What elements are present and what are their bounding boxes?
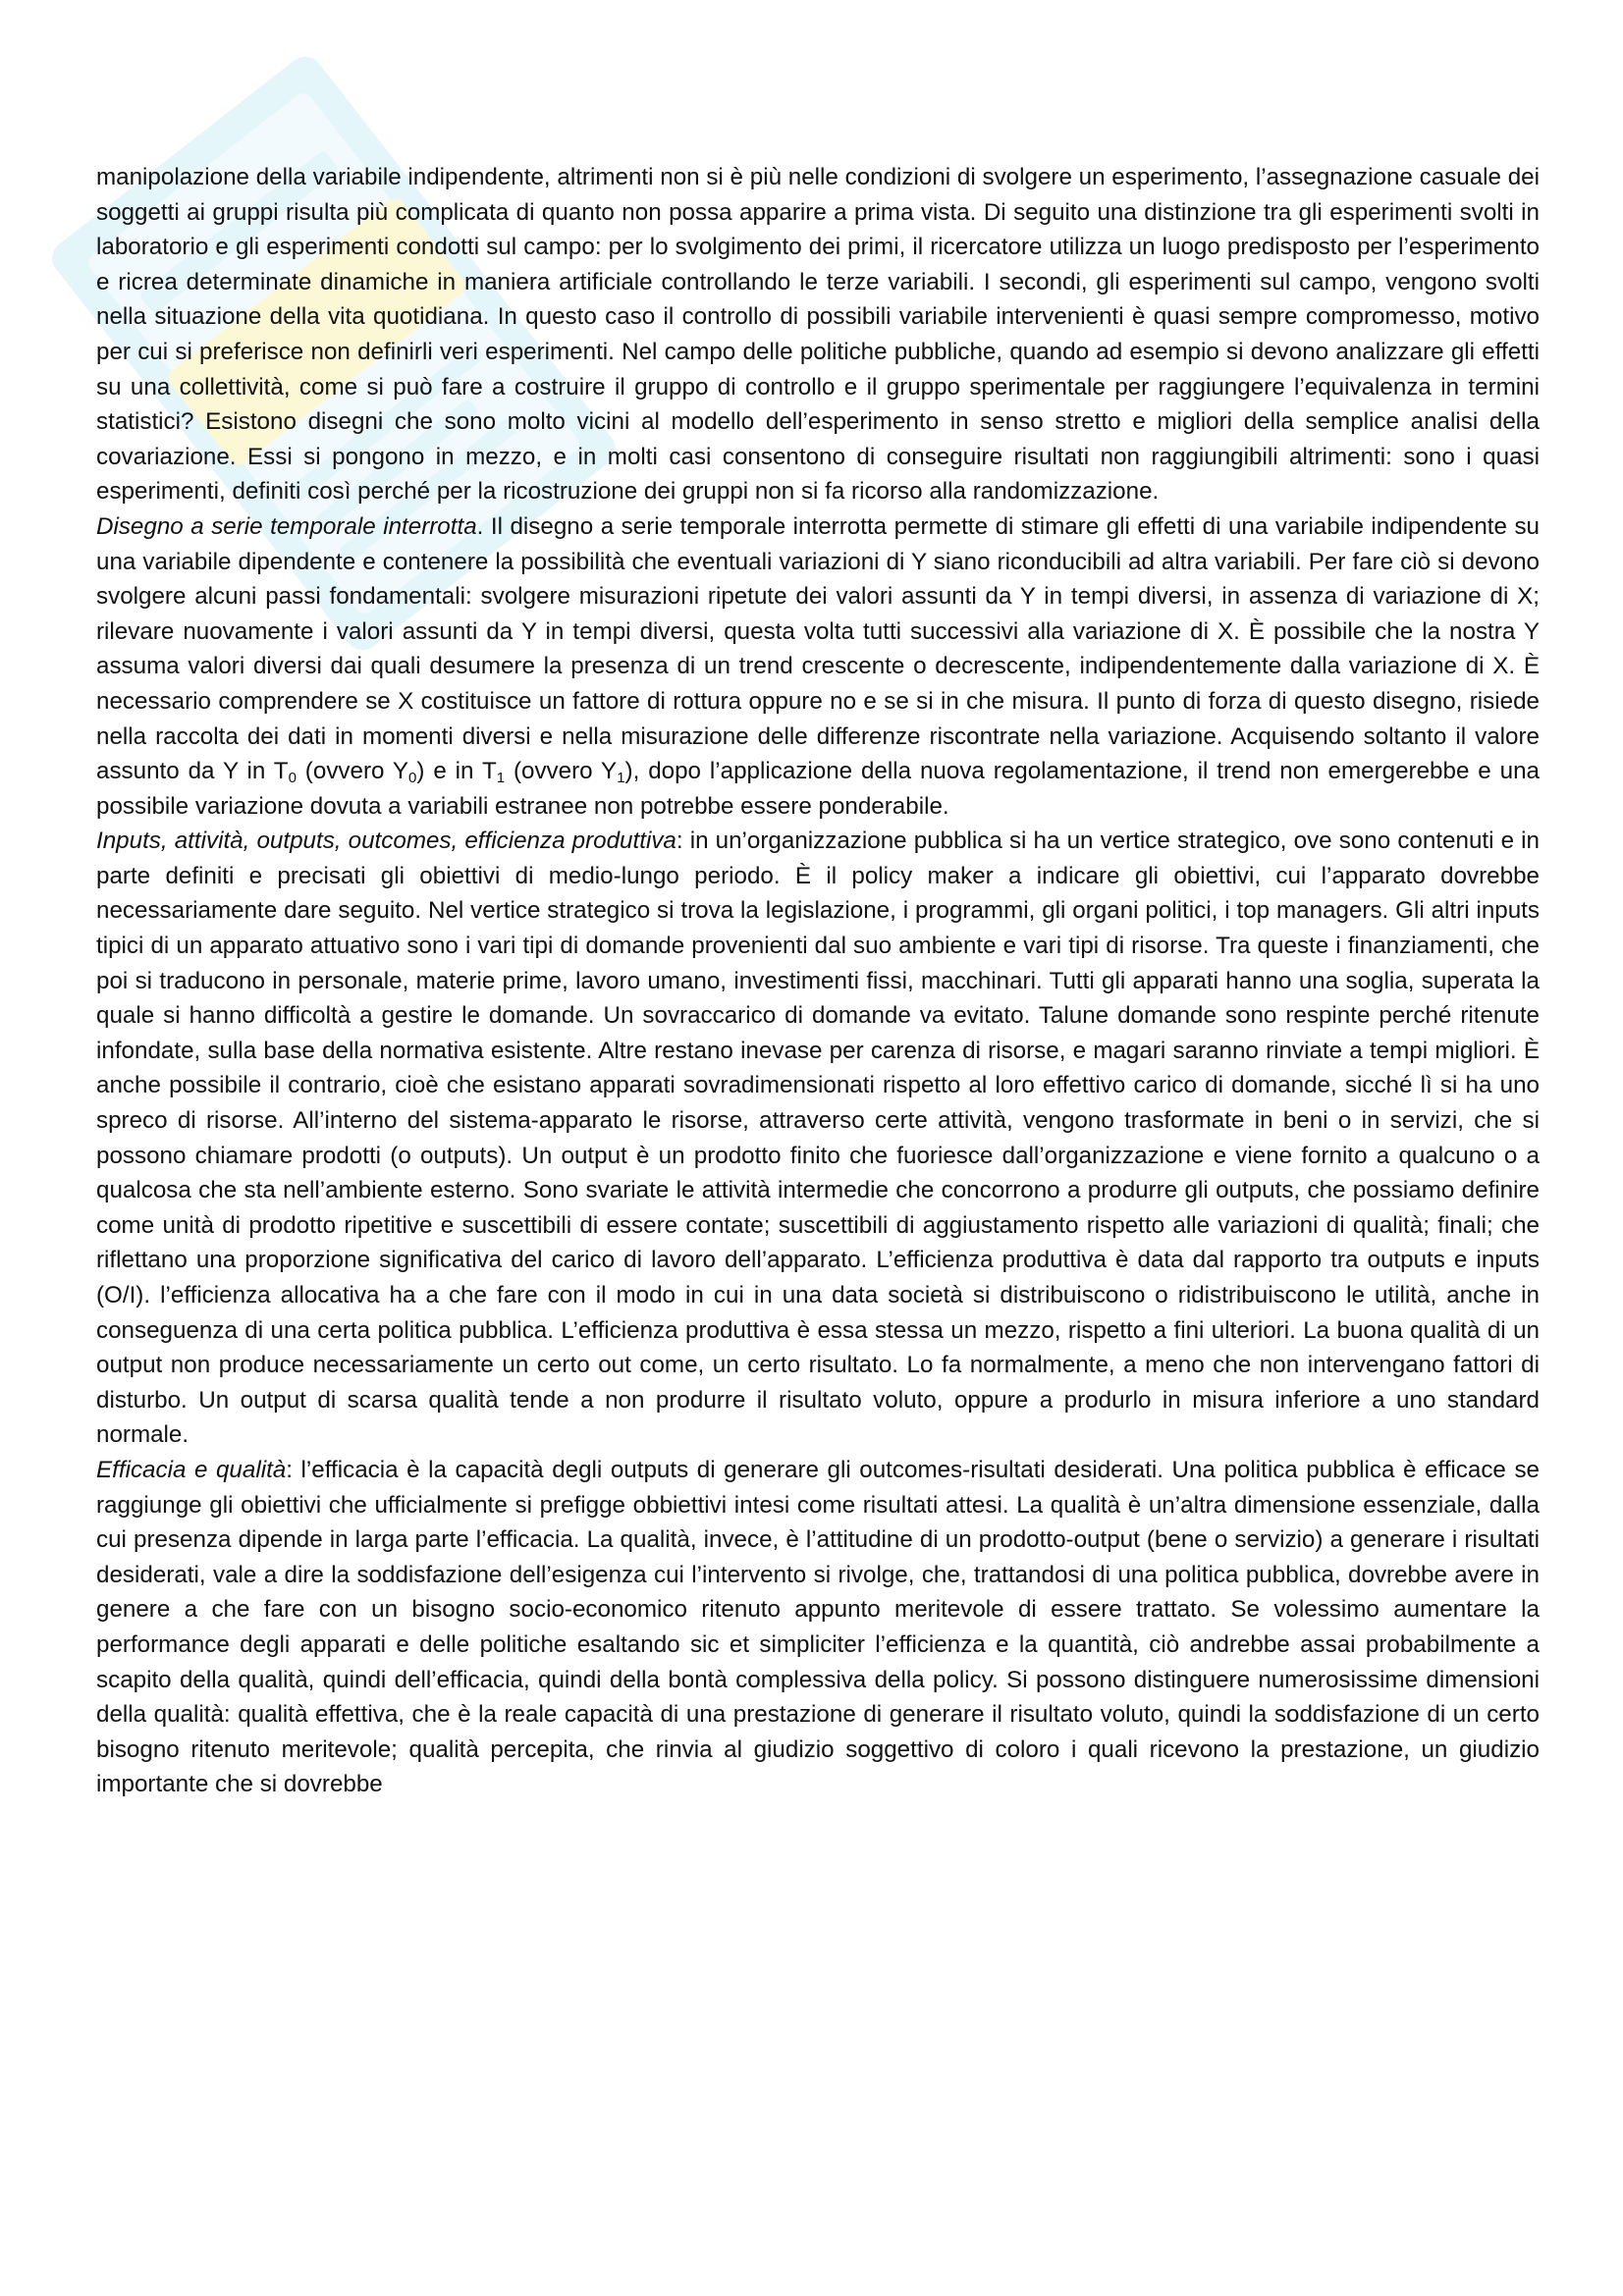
paragraph-text: ) e in T	[416, 758, 497, 785]
subscript: 1	[496, 770, 506, 787]
subscript: 0	[288, 770, 297, 787]
subscript: 1	[617, 770, 625, 787]
section-heading: Efficacia e qualità	[96, 1456, 287, 1483]
document-body	[96, 160, 1540, 1802]
paragraph-text: (ovvero Y	[505, 758, 618, 785]
paragraph-text: manipolazione della variabile indipendente, altrimenti non si è più nelle condizioni di svolgere un esperimento, l’assegnazione casuale dei soggetti ai gruppi risulta più complicata di quanto non possa apparire a prima vista. Di seguito una distinzione tra gli esperimenti svolti in laboratorio e gli esperimenti condotti sul campo: per lo svolgimento dei primi, il ricercatore utilizza un luogo predisposto per l’esperimento e ricrea determinate dinamiche in maniera artificiale controllando le terze variabili. I secondi, gli esperimenti sul campo, vengono svolti nella situazione della vita quotidiana. In questo caso il controllo di possibili variabile intervenienti è quasi sempre compromesso, motivo per cui si preferisce non definirli veri esperimenti. Nel campo delle politiche pubbliche, quando ad esempio si devono analizzare gli effetti su una collettività, come si può fare a costruire il gruppo di controllo e il gruppo sperimentale per raggiungere l’equivalenza in termini statistici? Esistono disegni che sono molto vicini al modello dell’esperimento in senso stretto e migliori della semplice analisi della covariazione. Essi si pongono in mezzo, e in molti casi consentono di conseguire risultati non raggiungibili altrimenti: sono i quasi esperimenti, definiti così perché per la ricostruzione dei gruppi non si fa ricorso alla randomizzazione.	[96, 164, 1540, 506]
section-heading: Inputs, attività, outputs, outcomes, efficienza produttiva	[96, 828, 676, 855]
paragraph-text: : in un’organizzazione pubblica si ha un vertice strategico, ove sono contenuti e in parte definiti e precisati gli obiettivi di medio-lungo periodo. È il policy maker a indicare gli obiettivi, cui l’apparato dovrebbe necessariamente dare seguito. Nel vertice strategico si trova la legislazione, i programmi, gli organi politici, i top managers. Gli altri inputs tipici di un apparato attuativo sono i vari tipi di domande provenienti dal suo ambiente e vari tipi di risorse. Tra queste i finanziamenti, che poi si traducono in personale, materie prime, lavoro umano, investimenti fissi, macchinari. Tutti gli apparati hanno una soglia, superata la quale si hanno difficoltà a gestire le domande. Un sovraccarico di domande va evitato. Talune domande sono respinte perché ritenute infondate, sulla base della normativa esistente. Altre restano inevase per carenza di risorse, e magari saranno rinviate a tempi migliori. È anche possibile il contrario, cioè che esistano apparati sovradimensionati rispetto al loro effettivo carico di domande, sicché lì si ha uno spreco di risorse. All’interno del sistema-apparato le risorse, attraverso certe attività, vengono trasformate in beni o in servizi, che si possono chiamare prodotti (o outputs). Un output è un prodotto finito che fuoriesce dall’organizzazione e viene fornito a qualcuno o a qualcosa che sta nell’ambiente esterno. Sono svariate le attività intermedie che concorrono a produrre gli outputs, che possiamo definire come unità di prodotto ripetitive e suscettibili di essere contate; suscettibili di aggiustamento rispetto alle variazioni di qualità; finali; che riflettano una proporzione significativa del carico di lavoro dell’apparato. L’efficienza produttiva è data dal rapporto tra outputs e inputs (O/I). l’efficienza allocativa ha a che fare con il modo in cui in una data società si distribuiscono o ridistribuiscono le utilità, anche in conseguenza di una certa politica pubblica. L’efficienza produttiva è essa stessa un mezzo, rispetto a fini ulteriori. La buona qualità di un output non produce necessariamente un certo out come, un certo risultato. Lo fa normalmente, a meno che non intervengano fattori di disturbo. Un output di scarsa qualità tende a non produrre il risultato voluto, oppure a produrlo in misura inferiore a uno standard normale.	[96, 828, 1540, 1449]
section-heading: Disegno a serie temporale interrotta	[96, 512, 477, 540]
subscript: 0	[408, 770, 417, 787]
paragraph-text: : l’efficacia è la capacità degli outputs di generare gli outcomes-risultati desiderati. Una politica pubblica è efficace se raggiunge gli obiettivi che ufficialmente si prefigge obbiettivi intesi come risultati attesi. La qualità è un’altra dimensione essenziale, dalla cui presenza dipende in larga parte l’efficacia. La qualità, invece, è l’attitudine di un prodotto-output (bene o servizio) a generare i risultati desiderati, vale a dire la soddisfazione dell’esigenza cui l’intervento si rivolge, che, trattandosi di una politica pubblica, dovrebbe avere in genere a che fare con un bisogno socio-economico ritenuto appunto meritevole di essere trattato. Se volessimo aumentare la performance degli apparati e delle politiche esaltando sic et simpliciter l’efficienza e la quantità, ciò andrebbe assai probabilmente a scapito della qualità, quindi dell’efficacia, quindi della bontà complessiva della policy. Si possono distinguere numerosissime dimensioni della qualità: qualità effettiva, che è la reale capacità di una prestazione di generare il risultato voluto, quindi la soddisfazione di un certo bisogno ritenuto meritevole; qualità percepita, che rinvia al giudizio soggettivo di coloro i quali ricevono la prestazione, un giudizio importante che si dovrebbe	[96, 1456, 1540, 1798]
paragraph	[96, 1453, 1540, 1802]
paragraph-text: ), dopo l’applicazione della nuova regolamentazione, il trend non emergerebbe e una possibile variazione dovuta a variabili estranee non potrebbe essere ponderabile.	[96, 758, 1540, 820]
paragraph	[96, 160, 1540, 509]
paragraph	[96, 824, 1540, 1453]
paragraph-text: (ovvero Y	[296, 758, 409, 785]
paragraph-text: . Il disegno a serie temporale interrotta permette di stimare gli effetti di una variabile indipendente su una variabile dipendente e contenere la possibilità che eventuali variazioni di Y siano riconducibili ad altra variabili. Per fare ciò si devono svolgere alcuni passi fondamentali: svolgere misurazioni ripetute dei valori assunti da Y in tempi diversi, in assenza di variazione di X; rilevare nuovamente i valori assunti da Y in tempi diversi, questa volta tutti successivi alla variazione di X. È possibile che la nostra Y assuma valori diversi dai quali desumere la presenza di un trend crescente o decrescente, indipendentemente dalla variazione di X. È necessario comprendere se X costituisce un fattore di rottura oppure no e se si in che misura. Il punto di forza di questo disegno, risiede nella raccolta dei dati in momenti diversi e nella misurazione delle differenze riscontrate nella variazione. Acquisendo soltanto il valore assunto da Y in T	[96, 512, 1540, 785]
paragraph	[96, 509, 1540, 824]
